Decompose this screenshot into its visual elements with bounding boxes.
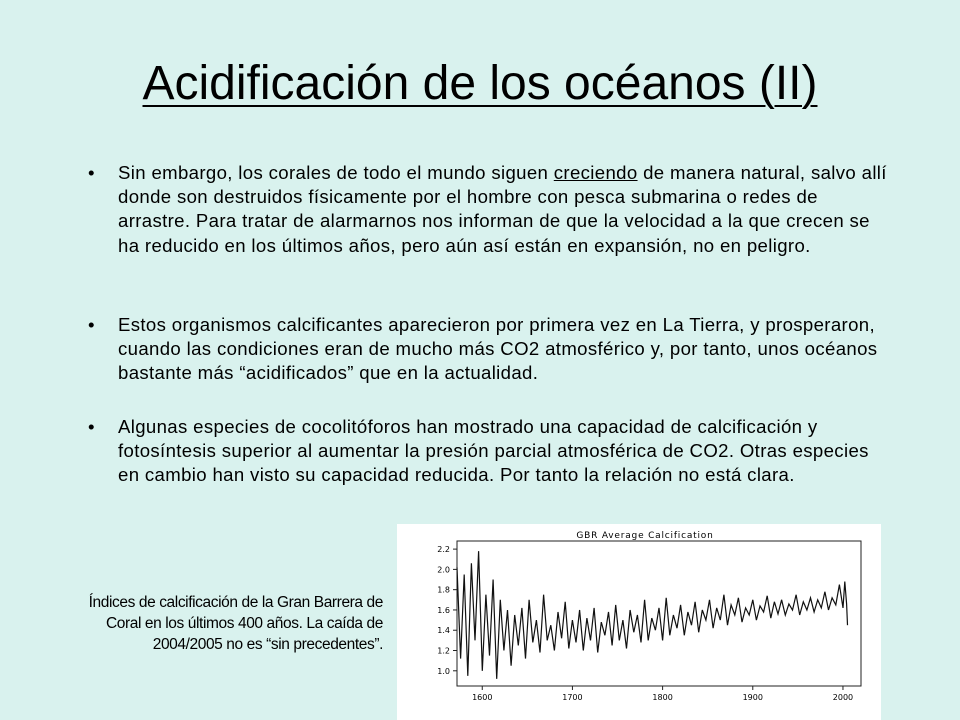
bullet-dot: • <box>88 416 95 437</box>
series-line-calcification <box>457 551 848 679</box>
chart-svg <box>397 524 881 720</box>
bullet-text <box>118 161 888 258</box>
y-tick-label: 1.0 <box>437 666 450 676</box>
calcification-chart <box>397 524 881 720</box>
y-tick-label: 1.4 <box>437 626 450 636</box>
bullet-text-end: de manera natural, salvo allí donde son destruidos físicamente por el hombre con pesca submarina o redes de arrastre. Para tratar de alarmarnos nos informan de que la velocidad a la que crecen se ha reducido en los últimos años, pero aún así están en expansión, no en peligro. <box>118 162 887 256</box>
bullet-text-start: Sin embargo, los corales de todo el mundo siguen <box>118 162 554 183</box>
y-tick-label: 1.8 <box>437 585 450 595</box>
x-tick-label: 2000 <box>832 693 854 702</box>
x-tick-label: 1900 <box>742 693 763 702</box>
x-tick-label: 1600 <box>472 693 493 702</box>
y-tick-label: 2.0 <box>437 565 450 575</box>
x-tick-label: 1700 <box>562 693 583 702</box>
bullet-text: Estos organismos calcificantes aparecieron por primera vez en La Tierra, y prosperaron, cuando las condiciones eran de mucho más CO2 atmosférico y, por tanto, unos océanos bastante más “acidificados” que en la actualidad. <box>118 314 878 384</box>
underlined-word: creciendo <box>553 162 638 183</box>
bullet-dot: • <box>88 314 95 335</box>
slide-title: Acidificación de los océanos (II) <box>142 57 818 110</box>
bullet-dot: • <box>88 162 95 183</box>
x-tick-label: 1800 <box>652 693 673 702</box>
chart-title: GBR Average Calcification <box>576 531 714 541</box>
y-tick-label: 1.6 <box>437 605 450 615</box>
chart-caption: Índices de calcificación de la Gran Barrera de Coral en los últimos 400 años. La caída de 2004/2005 no es “sin precedentes”. <box>88 594 383 653</box>
bullet-text: Algunas especies de cocolitóforos han mostrado una capacidad de calcificación y fotosíntesis superior al aumentar la presión parcial atmosférica de CO2. Otras especies en cambio han visto su capacidad reducida. Por tanto la relación no está clara. <box>118 416 869 486</box>
y-tick-label: 2.2 <box>437 545 450 555</box>
y-tick-label: 1.2 <box>437 646 450 656</box>
